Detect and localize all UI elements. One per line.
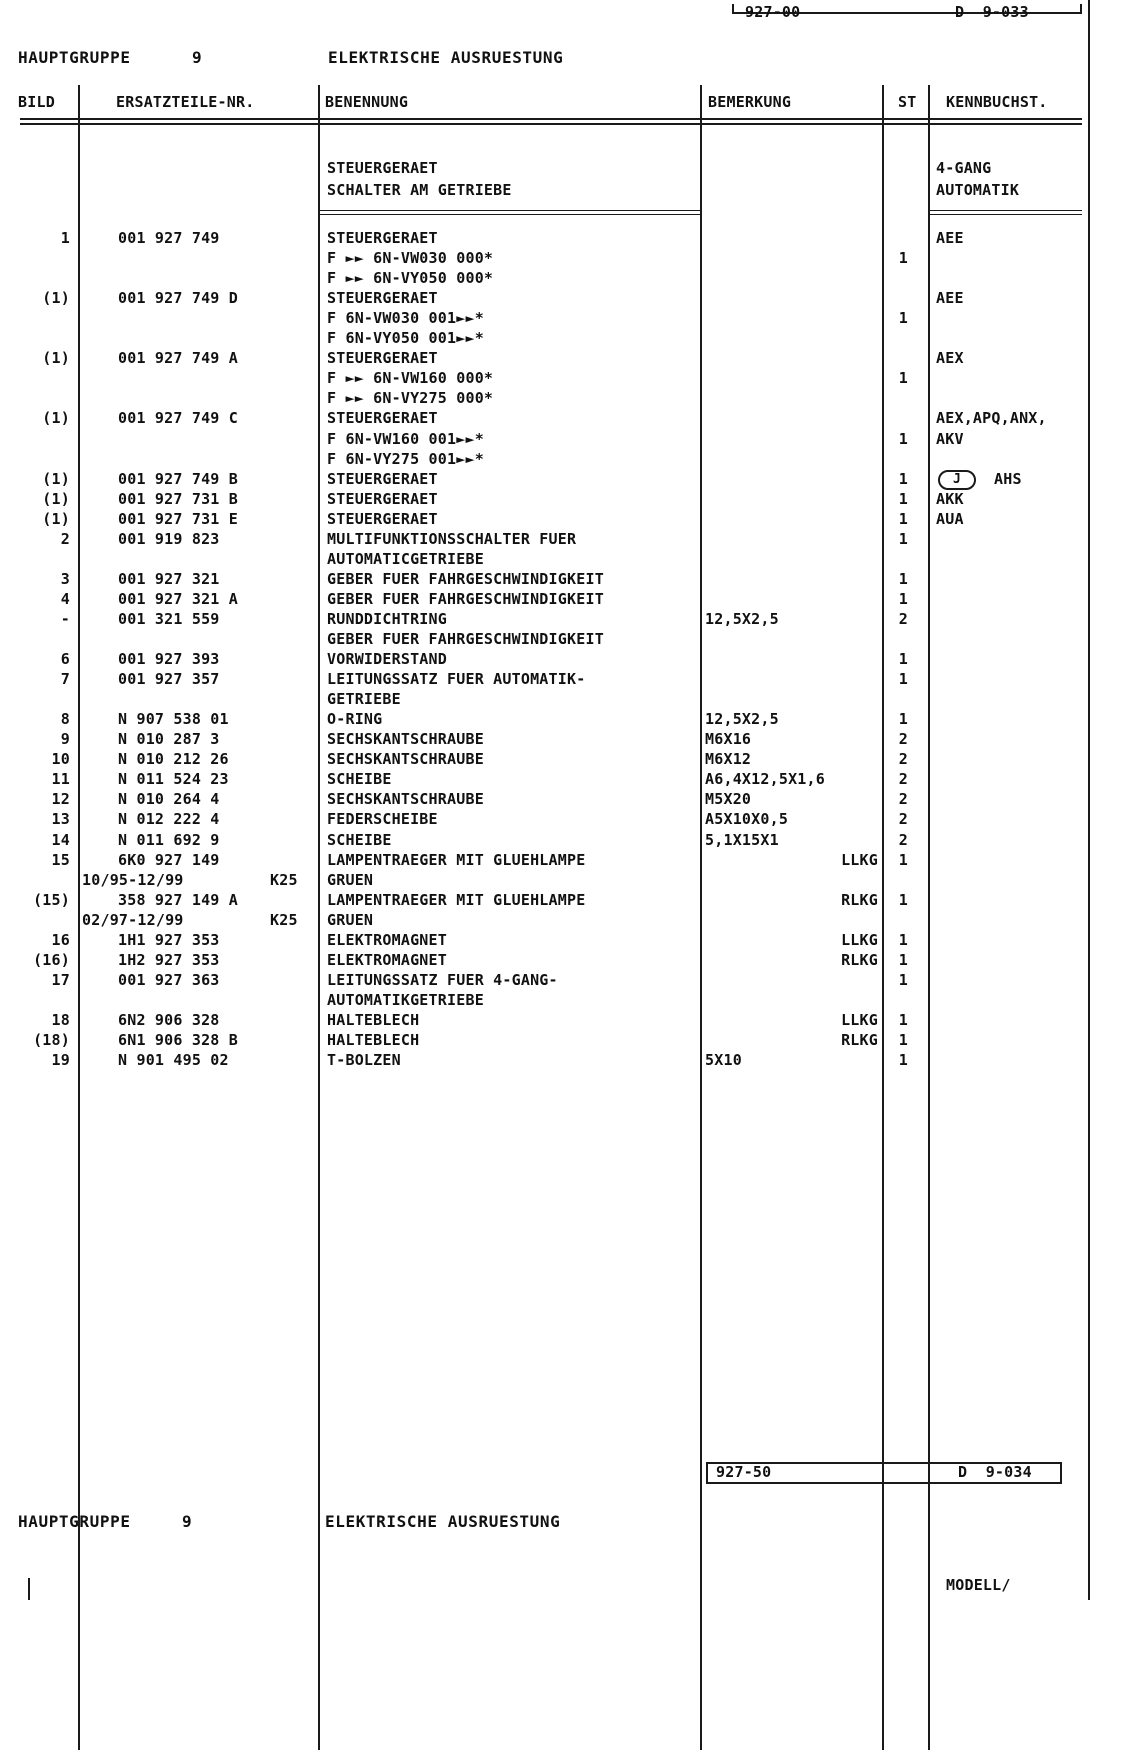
table-row xyxy=(0,1050,1100,1070)
table-row xyxy=(0,990,1100,1010)
next-code-header-partial: MODELL/ xyxy=(946,1576,1011,1594)
description-cell: GEBER FUER FAHRGESCHWINDIGKEIT xyxy=(327,569,604,588)
code-cell: AUA xyxy=(936,509,964,528)
description-cell: SECHSKANTSCHRAUBE xyxy=(327,730,484,749)
bild-cell: 4 xyxy=(60,589,70,608)
page-reference-right: D 9-033 xyxy=(955,3,1029,21)
section-rule-3 xyxy=(930,210,1082,211)
bild-cell: (1) xyxy=(42,489,70,508)
description-cell: F ►► 6N-VW030 000* xyxy=(327,249,494,268)
part-number-cell: 001 927 393 xyxy=(118,650,220,669)
table-row xyxy=(0,509,1100,529)
col-header-bild: BILD xyxy=(18,93,55,111)
bild-cell: - xyxy=(60,609,70,628)
table-row xyxy=(0,930,1100,950)
group-title: ELEKTRISCHE AUSRUESTUNG xyxy=(328,48,564,67)
table-row xyxy=(0,1030,1100,1050)
table-row xyxy=(0,489,1100,509)
bild-cell: (1) xyxy=(42,349,70,368)
part-number-cell: 001 321 559 xyxy=(118,609,220,628)
condition-cell: LLKG xyxy=(841,930,878,949)
quantity-cell: 1 xyxy=(898,429,908,448)
table-row xyxy=(0,408,1100,428)
remark-cell: M5X20 xyxy=(705,790,752,809)
next-page-reference-left: 927-50 xyxy=(716,1463,772,1481)
bild-cell: 18 xyxy=(51,1010,70,1029)
part-number-cell: N 901 495 02 xyxy=(118,1051,229,1070)
part-number-cell: 001 919 823 xyxy=(118,529,220,548)
remark-cell: A6,4X12,5X1,6 xyxy=(705,770,825,789)
quantity-cell: 2 xyxy=(898,750,908,769)
table-row xyxy=(0,228,1100,248)
description-cell: F ►► 6N-VW160 000* xyxy=(327,369,494,388)
description-cell: LEITUNGSSATZ FUER AUTOMATIK- xyxy=(327,670,586,689)
description-cell: SCHEIBE xyxy=(327,770,392,789)
part-number-cell: 001 927 357 xyxy=(118,670,220,689)
next-page-reference-right: D 9-034 xyxy=(958,1463,1032,1481)
part-number-cell: 001 927 321 A xyxy=(118,589,238,608)
description-cell: F ►► 6N-VY050 000* xyxy=(327,269,494,288)
description-cell: GEBER FUER FAHRGESCHWINDIGKEIT xyxy=(327,589,604,608)
table-row xyxy=(0,709,1100,729)
part-number-cell: 001 927 749 A xyxy=(118,349,238,368)
description-cell: ELEKTROMAGNET xyxy=(327,930,447,949)
part-number-cell: 001 927 749 xyxy=(118,229,220,247)
part-number-cell: N 010 212 26 xyxy=(118,750,229,769)
quantity-cell: 1 xyxy=(898,369,908,388)
part-number-cell: 6N1 906 328 B xyxy=(118,1031,238,1049)
description-cell: O-RING xyxy=(327,710,383,729)
quantity-cell: 1 xyxy=(898,670,908,689)
bild-cell: (1) xyxy=(42,289,70,308)
description-cell: F 6N-VY050 001►►* xyxy=(327,329,484,348)
date-range-cell: 10/95-12/99 xyxy=(82,870,184,889)
condition-cell: RLKG xyxy=(841,890,878,909)
description-cell: AUTOMATIKGETRIEBE xyxy=(327,990,484,1009)
page-reference-left: 927-00 xyxy=(745,3,801,21)
remark-cell: M6X16 xyxy=(705,730,752,749)
bild-cell: 1 xyxy=(60,229,70,247)
quantity-cell: 1 xyxy=(898,890,908,909)
code-cell: AEE xyxy=(936,289,964,308)
col-header-part: ERSATZTEILE-NR. xyxy=(116,93,255,111)
quantity-cell: 1 xyxy=(898,950,908,969)
condition-cell: RLKG xyxy=(841,950,878,969)
description-cell: HALTEBLECH xyxy=(327,1010,420,1029)
remark-cell: A5X10X0,5 xyxy=(705,810,789,829)
table-row xyxy=(0,809,1100,829)
description-cell: STEUERGERAET xyxy=(327,289,438,308)
col-header-remark: BEMERKUNG xyxy=(708,93,792,111)
condition-cell: LLKG xyxy=(841,1010,878,1029)
table-row xyxy=(0,589,1100,609)
part-number-cell: 6N2 906 328 xyxy=(118,1010,220,1029)
description-cell: STEUERGERAET xyxy=(327,489,438,508)
table-row xyxy=(0,970,1100,990)
bild-cell: 7 xyxy=(60,670,70,689)
description-cell: STEUERGERAET xyxy=(327,409,438,428)
table-row xyxy=(0,288,1100,308)
quantity-cell: 2 xyxy=(898,810,908,829)
description-cell: AUTOMATICGETRIEBE xyxy=(327,549,484,568)
quantity-cell: 1 xyxy=(898,930,908,949)
part-number-cell: 001 927 749 B xyxy=(118,469,238,488)
part-number-cell: 001 927 363 xyxy=(118,970,220,989)
bild-cell: 6 xyxy=(60,650,70,669)
table-row xyxy=(0,529,1100,549)
part-number-cell: 001 927 321 xyxy=(118,569,220,588)
part-number-cell: 001 927 731 E xyxy=(118,509,238,528)
circled-letter-mark: J xyxy=(938,470,976,490)
part-number-cell: 6K0 927 149 xyxy=(118,850,220,869)
table-row xyxy=(0,1010,1100,1030)
bild-cell: 10 xyxy=(51,750,70,769)
description-cell: F ►► 6N-VY275 000* xyxy=(327,389,494,408)
bild-cell: 19 xyxy=(51,1051,70,1070)
table-row xyxy=(0,469,1100,489)
bild-cell: 17 xyxy=(51,970,70,989)
description-cell: RUNDDICHTRING xyxy=(327,609,447,628)
section-rule-4 xyxy=(930,214,1082,215)
next-group-number: 9 xyxy=(182,1512,193,1531)
bild-cell: (1) xyxy=(42,509,70,528)
quantity-cell: 1 xyxy=(898,850,908,869)
description-cell: SECHSKANTSCHRAUBE xyxy=(327,790,484,809)
table-row xyxy=(0,449,1100,469)
quantity-cell: 1 xyxy=(898,710,908,729)
condition-cell: RLKG xyxy=(841,1031,878,1049)
code-cell: AKK xyxy=(936,489,964,508)
remark-cell: 5X10 xyxy=(705,1051,742,1070)
table-row xyxy=(0,830,1100,850)
part-number-cell: N 907 538 01 xyxy=(118,710,229,729)
description-cell: GETRIEBE xyxy=(327,690,401,709)
quantity-cell: 1 xyxy=(898,1010,908,1029)
part-number-cell: N 011 524 23 xyxy=(118,770,229,789)
condition-cell: LLKG xyxy=(841,850,878,869)
group-number: 9 xyxy=(192,48,203,67)
description-cell: LAMPENTRAEGER MIT GLUEHLAMPE xyxy=(327,890,586,909)
table-row xyxy=(0,429,1100,449)
col-header-st: ST xyxy=(898,93,917,111)
bild-cell: 3 xyxy=(60,569,70,588)
quantity-cell: 1 xyxy=(898,489,908,508)
quantity-cell: 2 xyxy=(898,770,908,789)
section-code-line-1: 4-GANG xyxy=(936,159,992,177)
description-cell: LAMPENTRAEGER MIT GLUEHLAMPE xyxy=(327,850,586,869)
description-cell: STEUERGERAET xyxy=(327,349,438,368)
quantity-cell: 1 xyxy=(898,309,908,328)
table-row xyxy=(0,890,1100,910)
bild-cell: 2 xyxy=(60,529,70,548)
part-number-cell: 001 927 749 D xyxy=(118,289,238,308)
description-cell: ELEKTROMAGNET xyxy=(327,950,447,969)
bild-cell: 12 xyxy=(51,790,70,809)
part-number-cell: N 010 287 3 xyxy=(118,730,220,749)
quantity-cell: 1 xyxy=(898,650,908,669)
quantity-cell: 2 xyxy=(898,790,908,809)
bild-cell: (1) xyxy=(42,469,70,488)
table-row xyxy=(0,910,1100,930)
description-cell: MULTIFUNKTIONSSCHALTER FUER xyxy=(327,529,577,548)
part-number-cell: N 012 222 4 xyxy=(118,810,220,829)
description-cell: GRUEN xyxy=(327,910,374,929)
quantity-cell: 1 xyxy=(898,569,908,588)
description-cell: F 6N-VW030 001►►* xyxy=(327,309,484,328)
table-row xyxy=(0,609,1100,629)
quantity-cell: 1 xyxy=(898,529,908,548)
next-divider-2 xyxy=(78,1578,80,1600)
table-row xyxy=(0,368,1100,388)
table-row xyxy=(0,769,1100,789)
code-cell: AKV xyxy=(936,429,964,448)
remark-cell: 5,1X15X1 xyxy=(705,830,779,849)
part-number-cell: 001 927 731 B xyxy=(118,489,238,508)
table-row xyxy=(0,789,1100,809)
part-number-cell: 001 927 749 C xyxy=(118,409,238,428)
col-header-code: KENNBUCHST. xyxy=(946,93,1048,111)
quantity-cell: 2 xyxy=(898,830,908,849)
bild-cell: 9 xyxy=(60,730,70,749)
description-cell: FEDERSCHEIBE xyxy=(327,810,438,829)
next-divider-4 xyxy=(700,1578,702,1600)
section-name-line-2: SCHALTER AM GETRIEBE xyxy=(327,181,512,199)
next-divider-6 xyxy=(928,1578,930,1600)
table-row xyxy=(0,649,1100,669)
description-cell: SCHEIBE xyxy=(327,830,392,849)
quantity-cell: 2 xyxy=(898,609,908,628)
description-cell: T-BOLZEN xyxy=(327,1051,401,1070)
quantity-cell: 1 xyxy=(898,249,908,268)
date-code-cell: K25 xyxy=(270,910,298,929)
quantity-cell: 1 xyxy=(898,1051,908,1070)
code-cell: AEX,APQ,ANX, xyxy=(936,409,1047,428)
bild-cell: 14 xyxy=(51,830,70,849)
next-divider-3 xyxy=(318,1578,320,1600)
table-row xyxy=(0,870,1100,890)
description-cell: LEITUNGSSATZ FUER 4-GANG- xyxy=(327,970,558,989)
date-code-cell: K25 xyxy=(270,870,298,889)
part-number-cell: 358 927 149 A xyxy=(118,890,238,909)
code-cell: AEE xyxy=(936,229,964,247)
bild-cell: (15) xyxy=(33,890,70,909)
description-cell: GRUEN xyxy=(327,870,374,889)
bild-cell: 11 xyxy=(51,770,70,789)
part-number-cell: N 010 264 4 xyxy=(118,790,220,809)
part-number-cell: N 011 692 9 xyxy=(118,830,220,849)
description-cell: STEUERGERAET xyxy=(327,229,438,247)
section-rule-2 xyxy=(320,214,700,215)
section-rule-1 xyxy=(320,210,700,211)
quantity-cell: 1 xyxy=(898,589,908,608)
remark-cell: 12,5X2,5 xyxy=(705,609,779,628)
table-row xyxy=(0,850,1100,870)
date-range-cell: 02/97-12/99 xyxy=(82,910,184,929)
col-header-name: BENENNUNG xyxy=(325,93,409,111)
table-row xyxy=(0,348,1100,368)
remark-cell: 12,5X2,5 xyxy=(705,710,779,729)
quantity-cell: 1 xyxy=(898,509,908,528)
next-group-title: ELEKTRISCHE AUSRUESTUNG xyxy=(325,1512,561,1531)
quantity-cell: 2 xyxy=(898,730,908,749)
bild-cell: 13 xyxy=(51,810,70,829)
table-row xyxy=(0,689,1100,709)
part-number-cell: 1H2 927 353 xyxy=(118,950,220,969)
table-row xyxy=(0,629,1100,649)
code-cell: AEX xyxy=(936,349,964,368)
bild-cell: (16) xyxy=(33,950,70,969)
table-row xyxy=(0,729,1100,749)
table-row xyxy=(0,248,1100,268)
description-cell: F 6N-VW160 001►►* xyxy=(327,429,484,448)
next-group-label: HAUPTGRUPPE xyxy=(18,1512,131,1531)
bild-cell: 15 xyxy=(51,850,70,869)
table-row xyxy=(0,549,1100,569)
table-row xyxy=(0,308,1100,328)
code-cell: AHS xyxy=(994,469,1022,488)
table-row xyxy=(0,950,1100,970)
table-row xyxy=(0,328,1100,348)
description-cell: GEBER FUER FAHRGESCHWINDIGKEIT xyxy=(327,630,604,648)
table-row xyxy=(0,569,1100,589)
next-divider-5 xyxy=(882,1578,884,1600)
part-number-cell: 1H1 927 353 xyxy=(118,930,220,949)
section-code-line-2: AUTOMATIK xyxy=(936,181,1020,199)
description-cell: VORWIDERSTAND xyxy=(327,650,447,669)
description-cell: STEUERGERAET xyxy=(327,509,438,528)
next-divider-1 xyxy=(28,1578,30,1600)
quantity-cell: 1 xyxy=(898,1031,908,1049)
description-cell: HALTEBLECH xyxy=(327,1031,420,1049)
bild-cell: (18) xyxy=(33,1031,70,1049)
table-row xyxy=(0,749,1100,769)
bild-cell: 16 xyxy=(51,930,70,949)
table-row xyxy=(0,669,1100,689)
table-row xyxy=(0,388,1100,408)
section-name-line-1: STEUERGERAET xyxy=(327,159,438,177)
group-label: HAUPTGRUPPE xyxy=(18,48,131,67)
header-rule-bottom xyxy=(20,123,1082,125)
remark-cell: M6X12 xyxy=(705,750,752,769)
quantity-cell: 1 xyxy=(898,469,908,488)
description-cell: F 6N-VY275 001►►* xyxy=(327,449,484,468)
description-cell: STEUERGERAET xyxy=(327,469,438,488)
bild-cell: (1) xyxy=(42,409,70,428)
bild-cell: 8 xyxy=(60,710,70,729)
header-rule-top xyxy=(20,118,1082,120)
description-cell: SECHSKANTSCHRAUBE xyxy=(327,750,484,769)
quantity-cell: 1 xyxy=(898,970,908,989)
table-row xyxy=(0,268,1100,288)
